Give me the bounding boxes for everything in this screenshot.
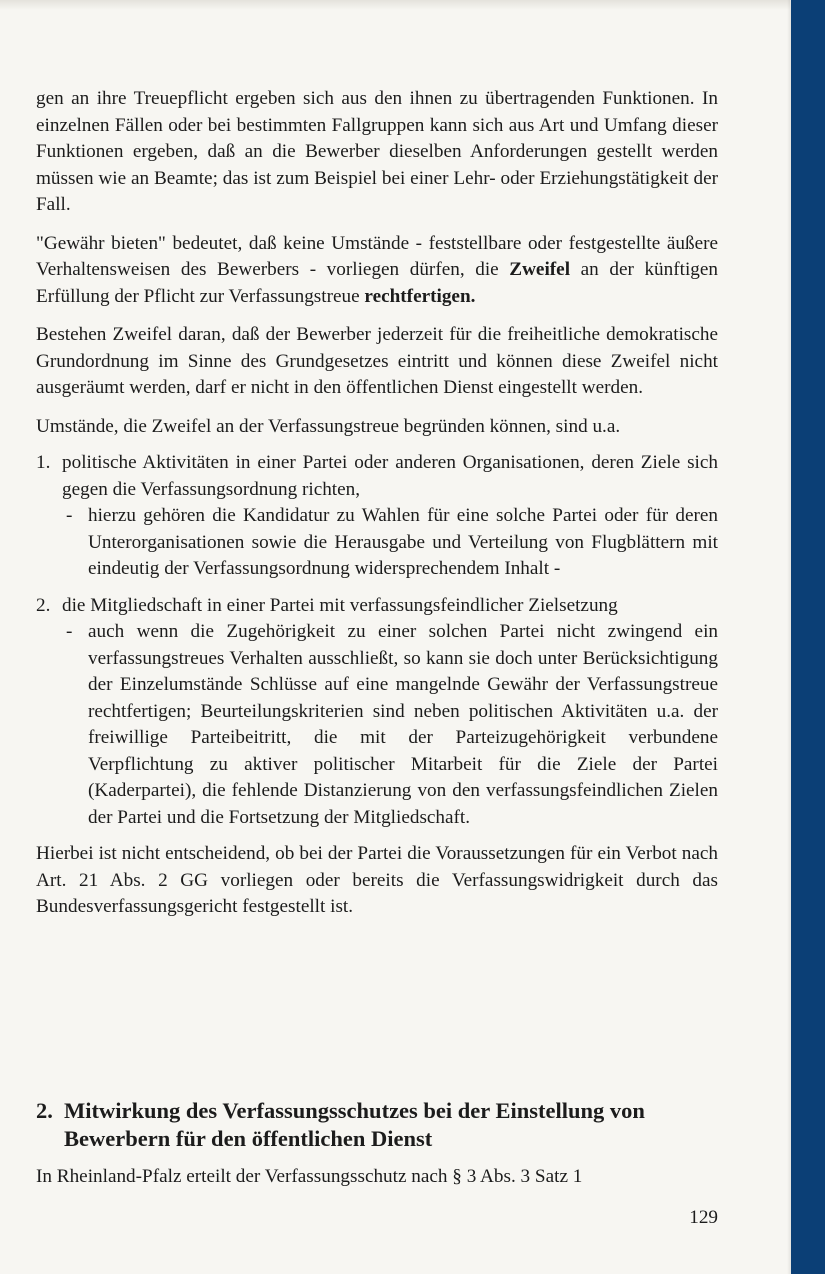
list-item [36,450,718,583]
list-item-text: politische Aktivitäten in einer Partei oder anderen Organisationen, deren Ziele sich gegen die Verfassungsordnung richten, [62,452,718,500]
section-first-line: In Rheinland-Pfalz erteilt der Verfassungsschutz nach § 3 Abs. 3 Satz 1 [36,1166,583,1187]
list-sub-item-text: auch wenn die Zugehörigkeit zu einer solchen Partei nicht zwingend ein verfassungstreues Verhalten ausschließt, so kann sie doch unter Berücksichtigung der Einzelumstände Schlüsse auf eine mangelnde Gewähr der Verfassungstreue rechtfertigen; Beurteilungskriterien sind neben politischen Aktivitäten u.a. der freiwillige Parteibeitritt, die mit der Parteizugehörigkeit verbundene Verpflichtung zu aktiver politischer Mitarbeit für die Ziele der Partei (Kaderpartei), die fehlende Distanzierung von den verfassungsfeindlichen Zielen der Partei und die Fortsetzung der Mitgliedschaft. [88,621,718,828]
bold-term-doubt: Zweifel [509,259,571,280]
book-spine [791,0,825,1274]
section-heading [36,1097,718,1153]
paragraph-not-decisive: Hierbei ist nicht entscheidend, ob bei der Partei die Voraussetzungen für ein Verbot nach Art. 21 Abs. 2 GG vorliegen oder bereits die Verfassungswidrigkeit durch das Bundesverfassungsgericht festgestellt ist. [36,843,718,917]
list-number: 2. [36,594,51,616]
paragraph-circumstances-intro: Umstände, die Zweifel an der Verfassungstreue begründen können, sind u.a. [36,415,621,437]
list-number: 1. [36,452,51,473]
section-title: Mitwirkung des Verfassungsschutzes bei der Einstellung von Bewerbern für den öffentlichen Dienst [64,1098,645,1151]
bold-term-justify: rechtfertigen. [364,285,476,307]
list-item-text: die Mitgliedschaft in einer Partei mit verfassungsfeindlicher Zielsetzung [62,594,618,616]
list-sub-item [62,503,718,583]
dash-marker: - [66,621,73,642]
section-number: 2. [36,1098,53,1123]
list-sub-item [62,619,718,831]
dash-marker: - [66,505,73,526]
paragraph-text: "Gewähr bieten" bedeutet, daß keine Umstände - feststellbare oder festgestellte äußere Verhaltensweisen des Bewerbers - vorliegen dürfen, die [36,232,718,280]
page-number: 129 [689,1207,718,1228]
paragraph-guarantee-definition [36,231,718,311]
paragraph-doubts: Bestehen Zweifel daran, daß der Bewerber jederzeit für die freiheitliche demokratische Grundordnung im Sinne des Grundgesetzes eintritt und können diese Zweifel nicht ausgeräumt werden, darf er nicht in den öffentlichen Dienst eingestellt werden. [36,324,718,398]
paragraph-loyalty-duty: gen an ihre Treuepflicht ergeben sich aus den ihnen zu übertragenden Funktionen. In einzelnen Fällen oder bei bestimmten Fallgruppen kann sich aus Art und Umfang dieser Funktionen ergeben, daß an die Bewerber dieselben Anforderungen gestellt werden müssen wie an Beamte; das ist zum Beispiel bei einer Lehr- oder Erziehungstätigkeit der Fall. [36,88,718,215]
page-body [36,86,718,933]
paragraph-text: an der künftigen Erfüllung der Pflicht zur Verfassungstreue [36,259,718,307]
page-top-shadow [0,0,790,10]
list-sub-item-text: hierzu gehören die Kandidatur zu Wahlen für eine solche Partei oder für deren Unterorganisationen sowie die Herausgabe und Verteilung von Flugblättern mit eindeutig der Verfassungsordnung widersprechendem Inhalt - [88,505,718,579]
list-item [36,593,718,832]
section-heading-row [36,1097,718,1153]
